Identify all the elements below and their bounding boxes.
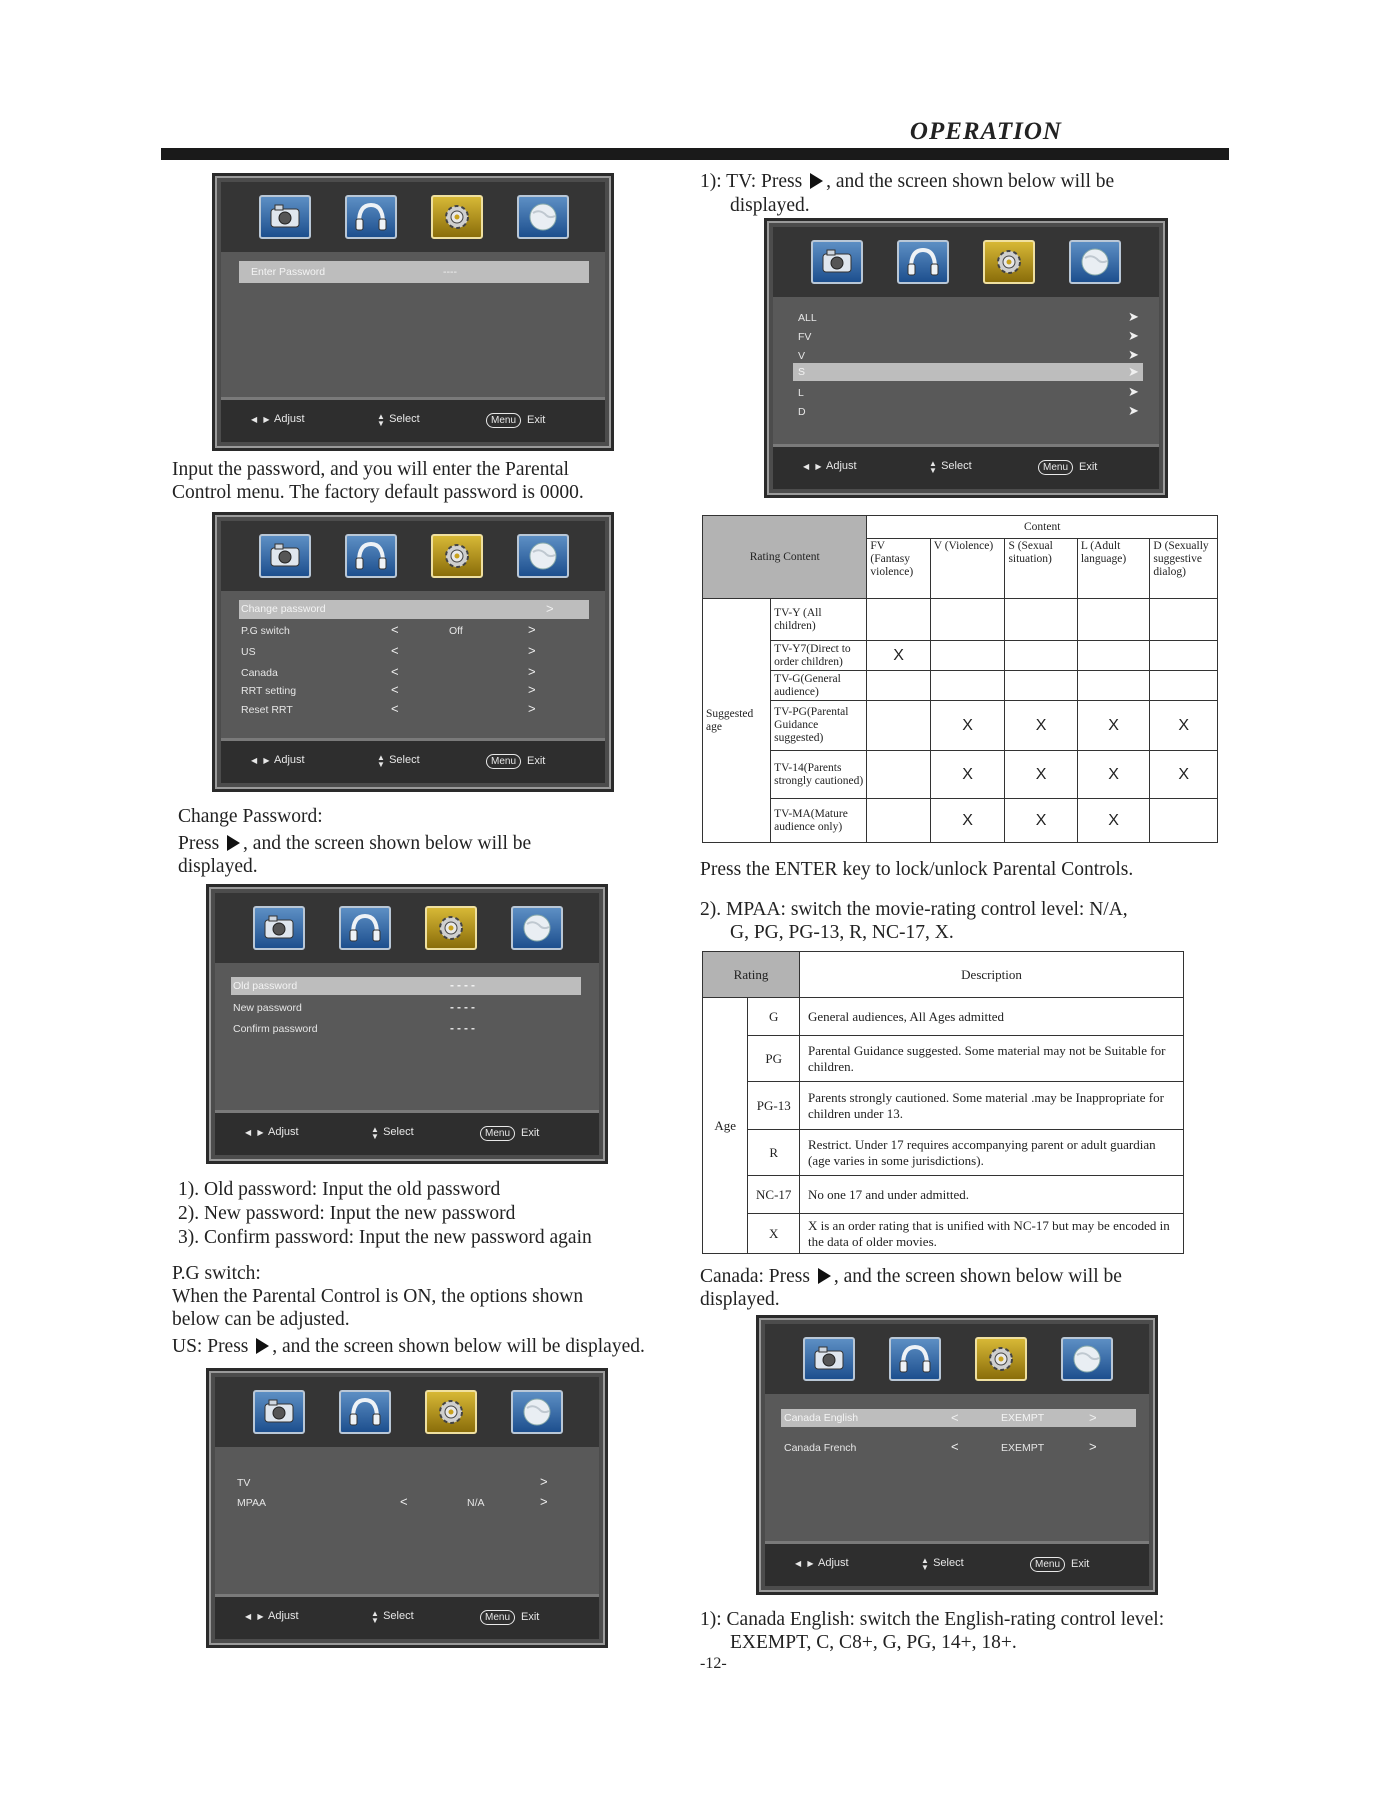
chevron-left-icon[interactable]: <	[400, 1494, 408, 1509]
caption-mpaa-1: 2). MPAA: switch the movie-rating control level: N/A,	[700, 899, 1128, 920]
table-cell	[1005, 599, 1077, 641]
description-cell: No one 17 and under admitted.	[800, 1176, 1184, 1214]
rating-cell: G	[748, 998, 800, 1036]
select-hint: ▲ ▼ Select	[377, 412, 420, 428]
chevron-right-icon: >	[1089, 1410, 1097, 1425]
page-title: OPERATION	[909, 118, 1062, 145]
pg-switch-value: Off	[449, 625, 463, 637]
caption-canada-2: displayed.	[700, 1289, 780, 1310]
caption-mpaa-2: G, PG, PG-13, R, NC-17, X.	[730, 922, 954, 943]
camera-icon	[253, 906, 305, 950]
caption-pw-step-3: 3). Confirm password: Input the new password again	[178, 1227, 592, 1248]
table-cell: X	[1077, 701, 1150, 751]
new-password-value[interactable]: ----	[450, 1000, 478, 1014]
camera-icon	[259, 195, 311, 239]
menu-item-rrt-setting[interactable]: RRT setting	[241, 685, 297, 697]
osd-screen-change-password	[206, 884, 608, 1164]
chevron-right-icon: >	[546, 601, 554, 616]
header-rule	[161, 148, 1229, 160]
select-hint: ▲ ▼ Select	[371, 1609, 414, 1625]
table-cell	[867, 701, 930, 751]
caption-tv-2: displayed.	[730, 195, 810, 216]
description-header: Description	[800, 952, 1184, 998]
table-cell: X	[1077, 799, 1150, 843]
caption-password-1: Input the password, and you will enter the Parental	[172, 459, 569, 480]
table-cell: X	[930, 799, 1005, 843]
osd-body	[215, 963, 599, 1115]
caption-password-2: Control menu. The factory default password is 0000.	[172, 482, 584, 503]
chevron-right-icon[interactable]: >	[540, 1474, 548, 1489]
osd-footer	[221, 397, 605, 442]
column-header: L (Adult language)	[1077, 539, 1150, 599]
description-cell: Parental Guidance suggested. Some material may not be Suitable for children.	[800, 1036, 1184, 1082]
osd-screen-parental	[212, 512, 614, 792]
menu-item-canada-english[interactable]: Canada English < EXEMPT >	[781, 1409, 1136, 1427]
table-cell	[1150, 599, 1218, 641]
gear-icon	[431, 195, 483, 239]
gear-icon	[425, 1390, 477, 1434]
globe-icon	[1069, 240, 1121, 284]
mpaa-value: N/A	[467, 1497, 485, 1509]
headphones-icon	[339, 1390, 391, 1434]
mpaa-rating-table	[702, 951, 1184, 1254]
adjust-hint: ◀ ▶ Adjust	[795, 1557, 849, 1569]
table-cell	[867, 671, 930, 701]
chevron-right-icon[interactable]: >	[528, 701, 536, 716]
description-cell: Restrict. Under 17 requires accompanying parent or adult guardian (age varies in some jurisdictions).	[800, 1130, 1184, 1176]
osd-screen-password	[212, 173, 614, 451]
table-cell: X	[1005, 799, 1077, 843]
adjust-hint: ◀ ▶ Adjust	[251, 754, 305, 766]
tv-rating-table	[702, 515, 1218, 843]
caption-canada-1: Canada: Press , and the screen shown below will be	[700, 1266, 1122, 1287]
rating-cell: PG-13	[748, 1082, 800, 1130]
column-header: V (Violence)	[930, 539, 1005, 599]
osd-footer	[773, 444, 1159, 489]
adjust-hint: ◀ ▶ Adjust	[803, 460, 857, 472]
caption-pg-4: US: Press , and the screen shown below will be displayed.	[172, 1336, 645, 1357]
menu-item-fv[interactable]: FV	[798, 331, 812, 343]
exit-hint: Menu Exit	[1038, 460, 1097, 475]
description-cell: X is an order rating that is unified with NC-17 but may be encoded in the data of older movies.	[800, 1214, 1184, 1254]
globe-icon	[517, 534, 569, 578]
osd-icon-bar	[221, 182, 605, 252]
menu-item-pg-switch[interactable]: P.G switch	[241, 625, 290, 637]
osd-body	[215, 1447, 599, 1599]
row-label: TV-Y7(Direct to order children)	[771, 641, 867, 671]
menu-item-enter-password[interactable]: Enter Password ----	[239, 261, 589, 283]
chevron-right-icon[interactable]: >	[1089, 1439, 1097, 1454]
column-header: S (Sexual situation)	[1005, 539, 1077, 599]
table-cell	[867, 799, 930, 843]
table-cell	[930, 599, 1005, 641]
caption-pw-step-2: 2). New password: Input the new password	[178, 1203, 516, 1224]
play-arrow-icon	[227, 835, 240, 851]
play-arrow-icon	[818, 1268, 831, 1284]
table-cell: X	[1005, 751, 1077, 799]
caption-change-2: Press , and the screen shown below will be	[178, 833, 532, 854]
row-label: TV-Y (All children)	[771, 599, 867, 641]
caption-pw-step-1: 1). Old password: Input the old password	[178, 1179, 501, 1200]
column-header: FV (Fantasy violence)	[867, 539, 930, 599]
osd-icon-bar	[765, 1324, 1149, 1394]
osd-footer	[215, 1594, 599, 1639]
chevron-right-icon[interactable]: ➤	[1128, 403, 1139, 418]
menu-item-s[interactable]: S ➤	[793, 363, 1143, 381]
table-cell	[1077, 671, 1150, 701]
osd-icon-bar	[221, 521, 605, 591]
osd-screen-us	[206, 1368, 608, 1648]
chevron-right-icon[interactable]: >	[528, 682, 536, 697]
exit-hint: Menu Exit	[480, 1126, 539, 1141]
menu-item-all[interactable]: ALL	[798, 312, 817, 324]
chevron-left-icon[interactable]: <	[391, 701, 399, 716]
menu-item-d[interactable]: D	[798, 406, 806, 418]
adjust-hint: ◀ ▶ Adjust	[245, 1610, 299, 1622]
select-hint: ▲ ▼ Select	[929, 459, 972, 475]
osd-footer	[215, 1110, 599, 1155]
chevron-right-icon[interactable]: ➤	[1128, 309, 1139, 324]
caption-canada-en-2: EXEMPT, C, C8+, G, PG, 14+, 18+.	[730, 1632, 1017, 1653]
exit-hint: Menu Exit	[486, 413, 545, 428]
osd-body	[221, 252, 605, 402]
caption-canada-en-1: 1): Canada English: switch the English-rating control level:	[700, 1609, 1165, 1630]
table-cell	[930, 671, 1005, 701]
menu-item-canada[interactable]: Canada	[241, 667, 278, 679]
rating-cell: X	[748, 1214, 800, 1254]
table-cell: X	[867, 641, 930, 671]
exit-hint: Menu Exit	[486, 754, 545, 769]
headphones-icon	[897, 240, 949, 284]
menu-item-tv[interactable]: TV	[237, 1477, 251, 1489]
chevron-left-icon[interactable]: <	[391, 622, 399, 637]
canada-french-value: EXEMPT	[1001, 1442, 1045, 1454]
camera-icon	[259, 534, 311, 578]
caption-change-3: displayed.	[178, 856, 258, 877]
select-hint: ▲ ▼ Select	[921, 1556, 964, 1572]
select-hint: ▲ ▼ Select	[377, 753, 420, 769]
confirm-password-value[interactable]: ----	[450, 1021, 478, 1035]
chevron-right-icon[interactable]: >	[528, 622, 536, 637]
headphones-icon	[339, 906, 391, 950]
adjust-hint: ◀ ▶ Adjust	[251, 413, 305, 425]
globe-icon	[511, 1390, 563, 1434]
osd-screen-tv	[764, 218, 1168, 498]
osd-body	[765, 1394, 1149, 1546]
table-cell	[1077, 599, 1150, 641]
table-cell: X	[1150, 751, 1218, 799]
headphones-icon	[345, 195, 397, 239]
gear-icon	[431, 534, 483, 578]
table-cell	[1150, 799, 1218, 843]
table-cell	[1077, 641, 1150, 671]
globe-icon	[517, 195, 569, 239]
column-header: D (Sexually suggestive dialog)	[1150, 539, 1218, 599]
menu-item-new-password[interactable]: New password	[233, 1002, 302, 1014]
exit-hint: Menu Exit	[1030, 1557, 1089, 1572]
table-cell	[1150, 641, 1218, 671]
headphones-icon	[889, 1337, 941, 1381]
table-cell	[1005, 671, 1077, 701]
caption-pg-1: P.G switch:	[172, 1263, 261, 1284]
play-arrow-icon	[810, 173, 823, 189]
osd-footer	[765, 1541, 1149, 1586]
chevron-left-icon[interactable]: <	[391, 682, 399, 697]
camera-icon	[253, 1390, 305, 1434]
row-group-label: Age	[703, 998, 748, 1254]
chevron-left-icon: <	[951, 1410, 959, 1425]
gear-icon	[983, 240, 1035, 284]
chevron-right-icon[interactable]: ➤	[1128, 384, 1139, 399]
chevron-left-icon[interactable]: <	[391, 664, 399, 679]
menu-item-l[interactable]: L	[798, 387, 804, 399]
gear-icon	[425, 906, 477, 950]
table-cell: X	[1005, 701, 1077, 751]
description-cell: Parents strongly cautioned. Some material .may be Inappropriate for children under 13.	[800, 1082, 1184, 1130]
osd-icon-bar	[215, 1377, 599, 1447]
caption-enter: Press the ENTER key to lock/unlock Parental Controls.	[700, 859, 1134, 880]
table-cell	[1150, 671, 1218, 701]
exit-hint: Menu Exit	[480, 1610, 539, 1625]
row-label: TV-MA(Mature audience only)	[771, 799, 867, 843]
content-header: Content	[867, 516, 1218, 539]
chevron-right-icon[interactable]: ➤	[1128, 328, 1139, 343]
table-corner: Rating Content	[703, 516, 867, 599]
caption-tv-1: 1): TV: Press , and the screen shown below will be	[700, 171, 1115, 192]
row-label: TV-14(Parents strongly cautioned)	[771, 751, 867, 799]
globe-icon	[1061, 1337, 1113, 1381]
menu-item-reset-rrt[interactable]: Reset RRT	[241, 704, 293, 716]
row-label: TV-PG(Parental Guidance suggested)	[771, 701, 867, 751]
chevron-left-icon[interactable]: <	[951, 1439, 959, 1454]
chevron-right-icon[interactable]: >	[540, 1494, 548, 1509]
table-cell: X	[1150, 701, 1218, 751]
menu-item-us[interactable]: US	[241, 646, 256, 658]
camera-icon	[811, 240, 863, 284]
gear-icon	[975, 1337, 1027, 1381]
table-cell: X	[1077, 751, 1150, 799]
osd-body	[773, 297, 1159, 449]
description-cell: General audiences, All Ages admitted	[800, 998, 1184, 1036]
caption-pg-3: below can be adjusted.	[172, 1309, 350, 1330]
menu-item-mpaa[interactable]: MPAA	[237, 1497, 266, 1509]
rating-cell: PG	[748, 1036, 800, 1082]
menu-item-old-password[interactable]: Old password ----	[231, 977, 581, 995]
chevron-right-icon[interactable]: >	[528, 643, 536, 658]
globe-icon	[511, 906, 563, 950]
table-cell: X	[930, 701, 1005, 751]
table-cell	[930, 641, 1005, 671]
menu-item-confirm-password[interactable]: Confirm password	[233, 1023, 318, 1035]
table-cell	[1005, 641, 1077, 671]
row-label: TV-G(General audience)	[771, 671, 867, 701]
caption-pg-2: When the Parental Control is ON, the options shown	[172, 1286, 584, 1307]
table-cell	[867, 751, 930, 799]
chevron-right-icon[interactable]: ➤	[1128, 347, 1139, 362]
row-group-label: Suggested age	[703, 599, 771, 843]
select-hint: ▲ ▼ Select	[371, 1125, 414, 1141]
osd-icon-bar	[215, 893, 599, 963]
rating-header: Rating	[703, 952, 800, 998]
osd-icon-bar	[773, 227, 1159, 297]
caption-change-1: Change Password:	[178, 806, 323, 827]
headphones-icon	[345, 534, 397, 578]
adjust-hint: ◀ ▶ Adjust	[245, 1126, 299, 1138]
chevron-right-icon[interactable]: >	[528, 664, 536, 679]
osd-screen-canada	[756, 1315, 1158, 1595]
menu-item-v[interactable]: V	[798, 350, 806, 362]
rating-cell: R	[748, 1130, 800, 1176]
osd-footer	[221, 738, 605, 783]
chevron-right-icon: ➤	[1128, 364, 1139, 379]
play-arrow-icon	[256, 1338, 269, 1354]
table-cell: X	[930, 751, 1005, 799]
camera-icon	[803, 1337, 855, 1381]
rating-cell: NC-17	[748, 1176, 800, 1214]
page-number: -12-	[700, 1655, 727, 1672]
osd-body	[221, 591, 605, 743]
menu-item-canada-french[interactable]: Canada French	[784, 1442, 857, 1454]
menu-item-change-password[interactable]: Change password >	[239, 600, 589, 619]
chevron-left-icon[interactable]: <	[391, 643, 399, 658]
table-cell	[867, 599, 930, 641]
